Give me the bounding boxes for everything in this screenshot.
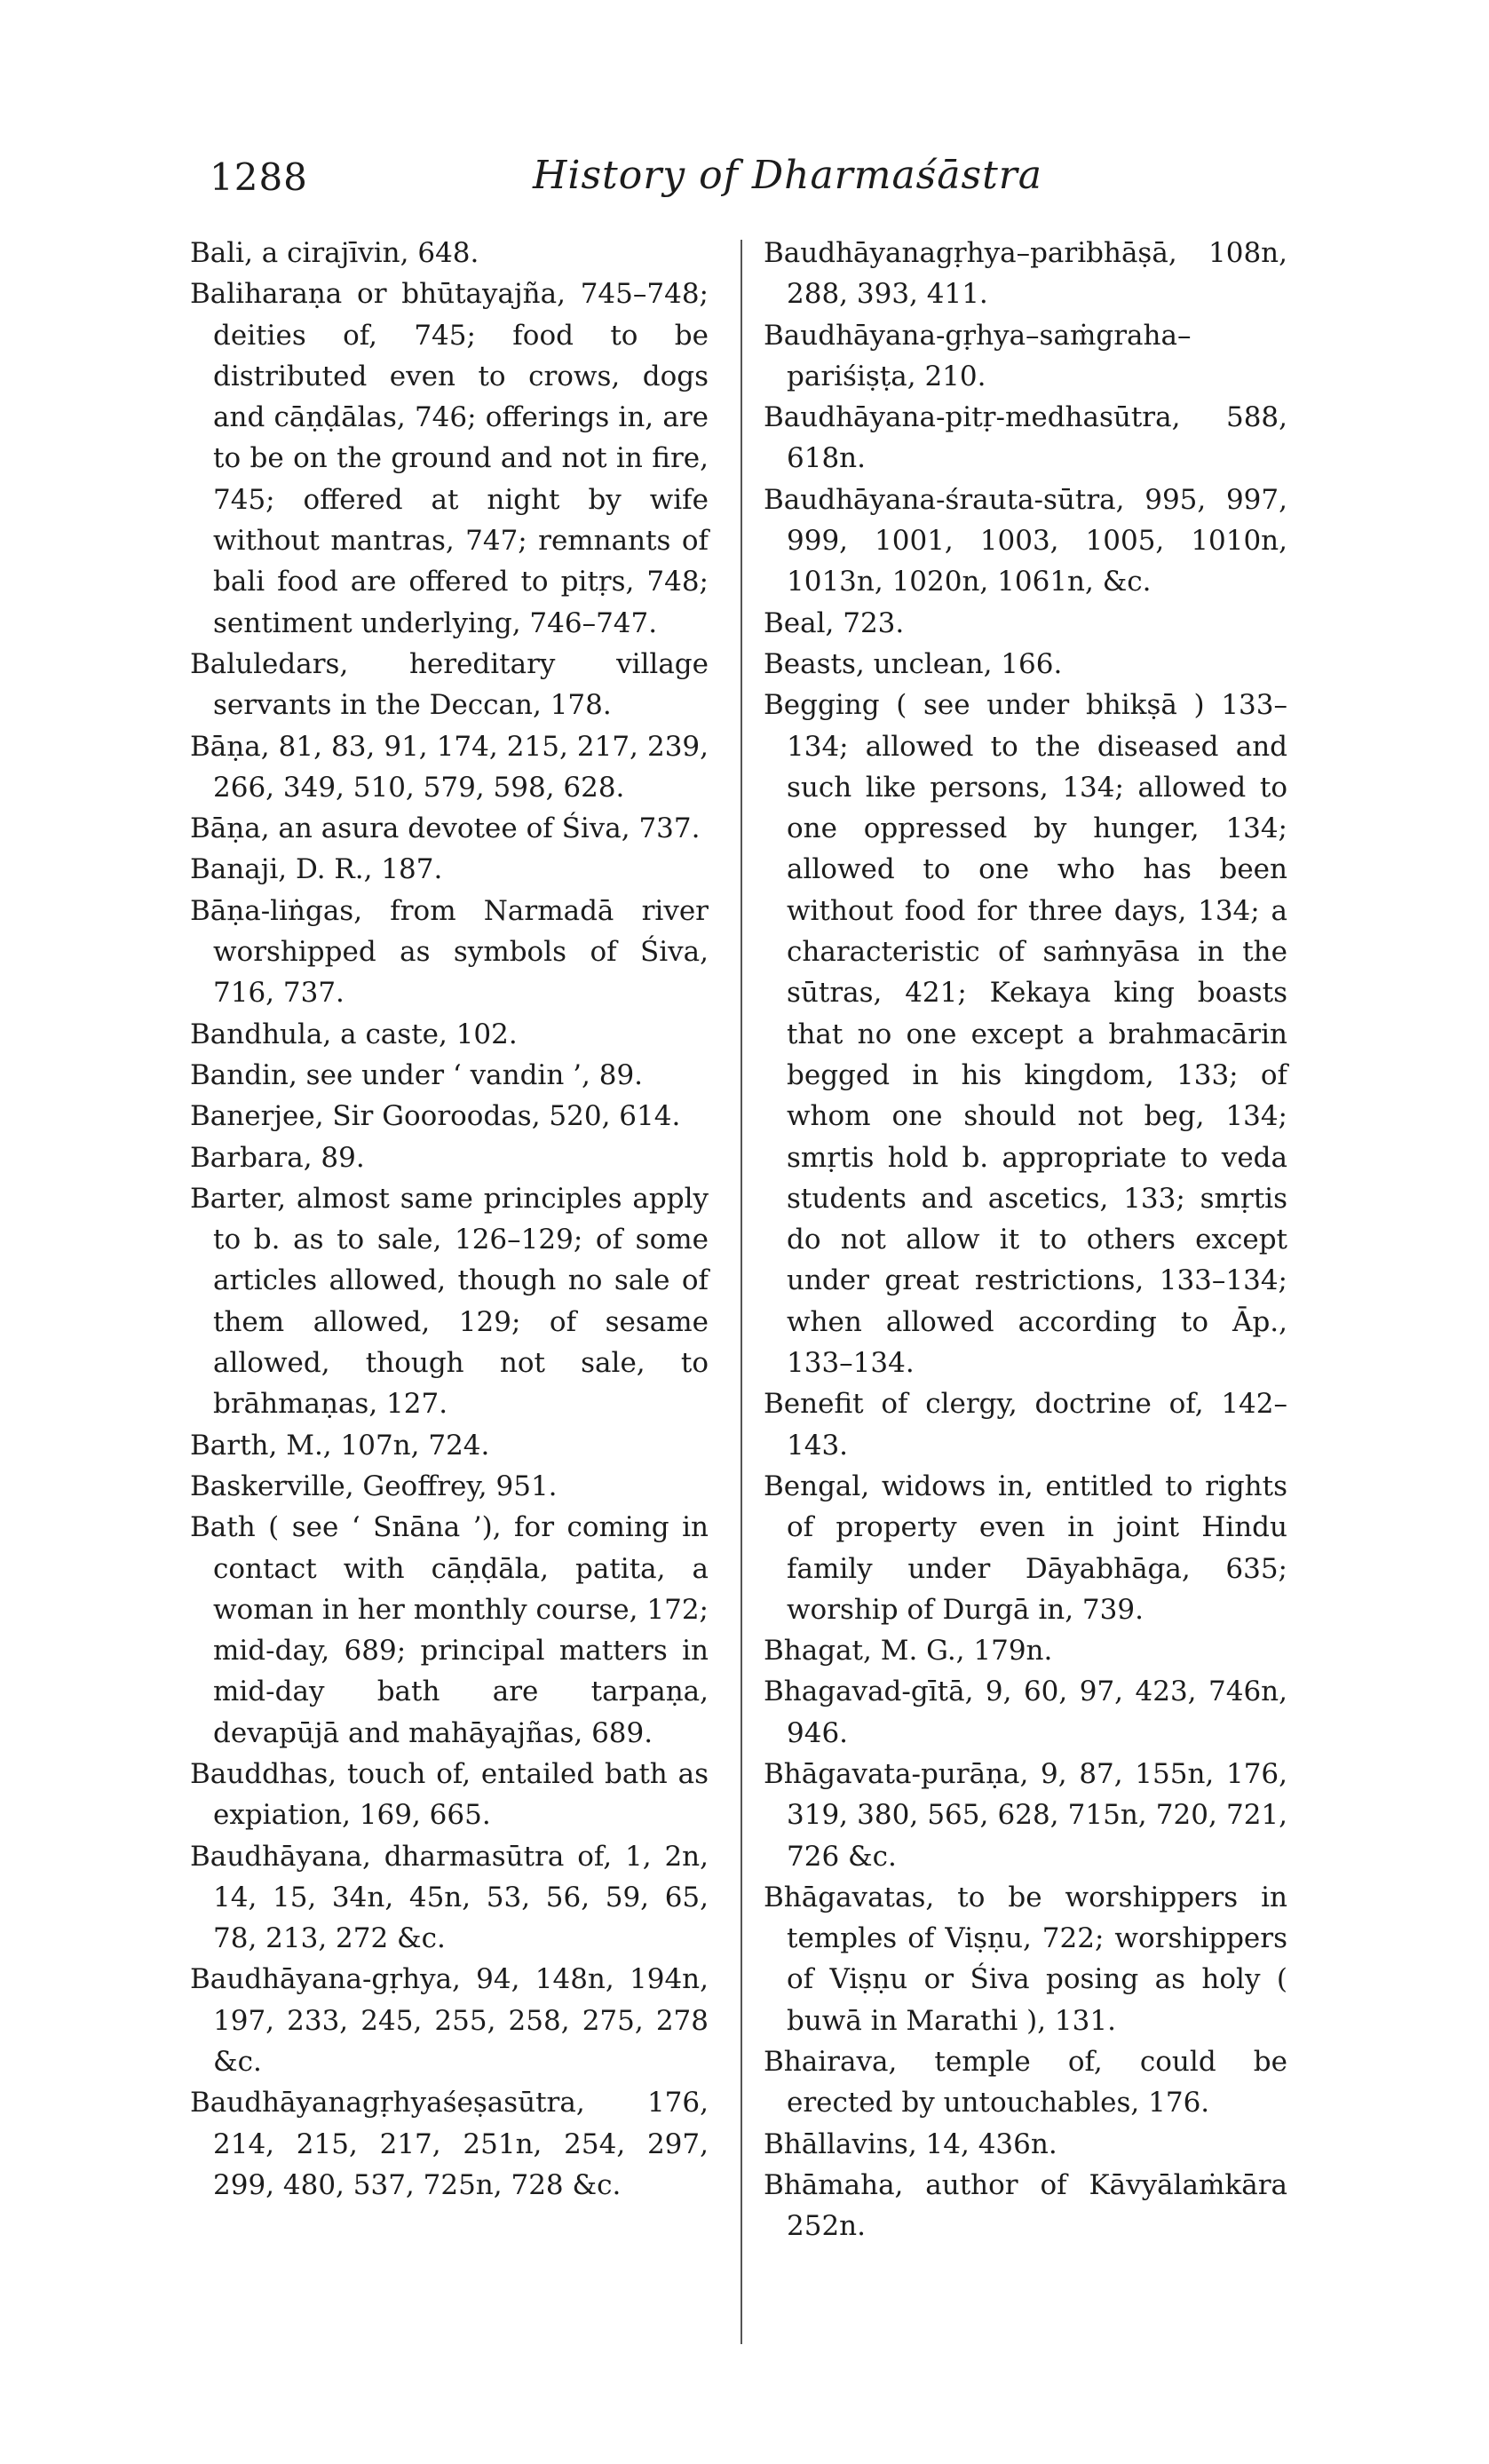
index-entry: Baudhāyana, dharmasūtra of, 1, 2n, 14, 15, 34n, 45n, 53, 56, 59, 65, 78, 213, 272 &c.	[190, 1840, 709, 1955]
index-entry: Bhairava, temple of, could be erected by untouchables, 176.	[764, 2046, 1287, 2119]
index-entry: Baluledars, hereditary village servants in the Deccan, 178.	[190, 647, 709, 722]
index-entry: Bāṇa, 81, 83, 91, 174, 215, 217, 239, 266, 349, 510, 579, 598, 628.	[190, 730, 709, 804]
index-entry: Bengal, widows in, entitled to rights of property even in joint Hindu family under Dāyabhāga, 635; worship of Durgā in, 739.	[764, 1470, 1287, 1626]
index-entry: Bhāgavata-purāṇa, 9, 87, 155n, 176, 319, 380, 565, 628, 715n, 720, 721, 726 &c.	[764, 1757, 1287, 1873]
index-entry: Baliharaṇa or bhūtayajña, 745–748; deities of, 745; food to be distributed even to crows, dogs and cāṇḍālas, 746; offerings in, are to be on the ground and not in fire, 745; offered at night by wife without mantras, 747; remnants of bali food are offered to pitṛs, 748; sentiment underlying, 746–747.	[190, 278, 709, 639]
index-entry: Barth, M., 107n, 724.	[190, 1429, 490, 1462]
index-entry: Bauddhas, touch of, entailed bath as expiation, 169, 665.	[190, 1757, 709, 1832]
index-entry: Baudhāyanagṛhyaśeṣasūtra, 176, 214, 215, 217, 251n, 254, 297, 299, 480, 537, 725n, 728 &c.	[190, 2087, 709, 2201]
page-number: 1288	[210, 155, 308, 199]
index-entry: Banaji, D. R., 187.	[190, 853, 443, 886]
index-entry: Bali, a cirajīvin, 648.	[190, 237, 479, 269]
index-entry: Bandhula, a caste, 102.	[190, 1018, 518, 1050]
index-entry: Baudhāyana-śrauta-sūtra, 995, 997, 999, 1001, 1003, 1005, 1010n, 1013n, 1020n, 1061n, &c.	[764, 483, 1287, 598]
index-entry: Benefit of clergy, doctrine of, 142–143.	[764, 1388, 1287, 1462]
index-entry: Bhāmaha, author of Kāvyālaṁkāra 252n.	[764, 2168, 1287, 2243]
index-column-left	[190, 233, 709, 2206]
index-entry: Baudhāyana-gṛhya, 94, 148n, 194n, 197, 233, 245, 255, 258, 275, 278 &c.	[190, 1963, 709, 2079]
index-entry: Bath ( see ‘ Snāna ’), for coming in contact with cāṇḍāla, patita, a woman in her monthly course, 172; mid-day, 689; principal matters in mid-day bath are tarpaṇa, devapūjā and mahāyajñas, 689.	[190, 1511, 709, 1749]
index-entry: Baudhāyanagṛhya–paribhāṣā, 108n, 288, 393, 411.	[764, 237, 1287, 311]
index-entry: Bhagat, M. G., 179n.	[764, 1635, 1053, 1668]
index-entry: Bhagavad-gītā, 9, 60, 97, 423, 746n, 946.	[764, 1676, 1287, 1749]
index-entry: Baskerville, Geoffrey, 951.	[190, 1470, 558, 1502]
index-entry: Barter, almost same principles apply to b. as to sale, 126–129; of some articles allowed, though no sale of them allowed, 129; of sesame allowed, though not sale, to brāhmaṇas, 127.	[190, 1182, 709, 1421]
index-entry: Banerjee, Sir Gooroodas, 520, 614.	[190, 1100, 681, 1133]
index-entry: Barbara, 89.	[190, 1141, 365, 1174]
index-entry: Bāṇa-liṅgas, from Narmadā river worshipped as symbols of Śiva, 716, 737.	[190, 894, 709, 1010]
index-entry: Begging ( see under bhikṣā ) 133–134; allowed to the diseased and such like persons, 134; allowed to one oppressed by hunger, 134; allowed to one who has been without food for three days, 134; a characteristic of saṁnyāsa in the sūtras, 421; Kekaya king boasts that no one except a brahmacārin begged in his kingdom, 133; of whom one should not beg, 134; smṛtis hold b. appropriate to veda students and ascetics, 133; smṛtis do not allow it to others except under great restrictions, 133–134; when allowed according to Āp., 133–134.	[764, 689, 1287, 1380]
running-title: History of Dharmaśāstra	[533, 153, 1043, 198]
index-entry: Bandin, see under ‘ vandin ’, 89.	[190, 1058, 644, 1091]
index-entry: Bhāgavatas, to be worshippers in temples of Viṣṇu, 722; worshippers of Viṣṇu or Śiva posing as holy ( buwā in Marathi ), 131.	[764, 1881, 1287, 2037]
index-entry: Bhāllavins, 14, 436n.	[764, 2127, 1057, 2160]
index-entry: Beal, 723.	[764, 606, 905, 639]
index-entry: Beasts, unclean, 166.	[764, 647, 1063, 680]
index-column-right	[764, 233, 1287, 2247]
column-divider	[741, 240, 742, 2344]
index-entry: Baudhāyana-pitṛ-medhasūtra, 588, 618n.	[764, 401, 1287, 475]
index-entry: Bāṇa, an asura devotee of Śiva, 737.	[190, 812, 701, 845]
index-entry: Baudhāyana-gṛhya–saṁgraha–pariśiṣṭa, 210.	[764, 319, 1192, 392]
